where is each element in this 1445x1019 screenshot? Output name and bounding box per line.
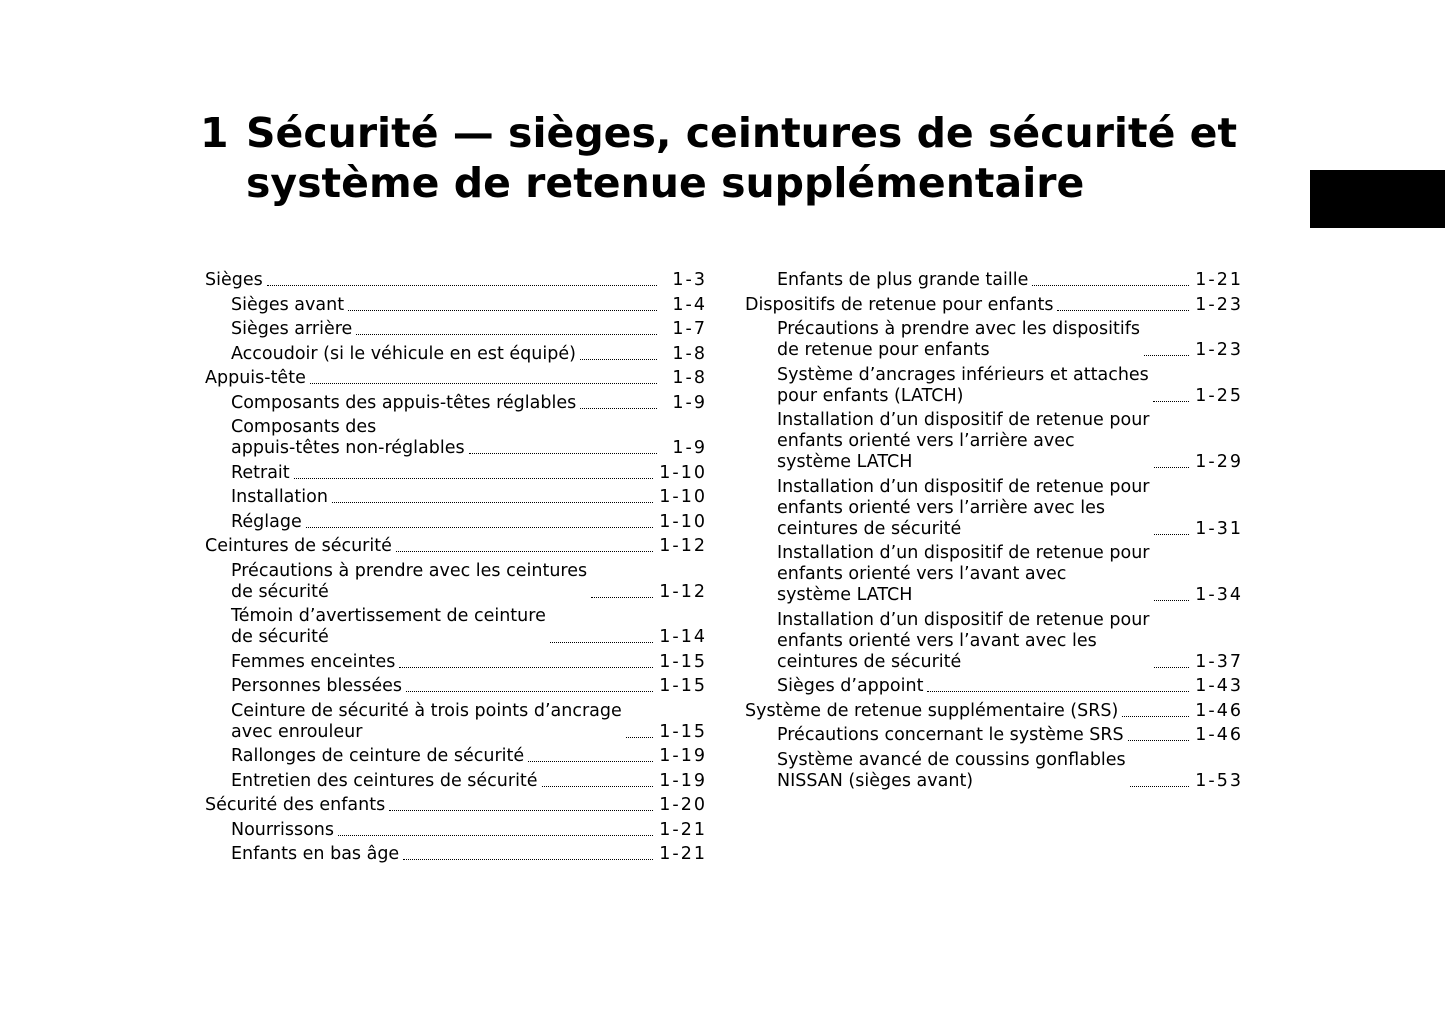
toc-entry-title: Sièges <box>205 270 263 290</box>
toc-entry-page-number: 1-34 <box>1195 585 1243 605</box>
toc-entry-page-number: 1-8 <box>672 368 707 388</box>
toc-entry-page-number: 1-21 <box>659 819 707 840</box>
toc-dot-leader <box>1057 310 1189 311</box>
toc-dot-leader <box>626 737 654 738</box>
toc-dot-leader <box>580 408 657 409</box>
toc-subsection-entry[interactable] <box>205 295 707 316</box>
toc-section-entry[interactable] <box>205 795 707 816</box>
toc-subsection-entry[interactable] <box>205 676 707 697</box>
toc-dot-leader <box>399 667 653 668</box>
toc-dot-leader <box>338 835 653 836</box>
toc-entry-title: Réglage <box>231 511 302 532</box>
toc-subsection-entry[interactable] <box>205 701 707 743</box>
toc-section-entry[interactable] <box>745 295 1243 316</box>
toc-entry-title: Nourrissons <box>231 819 334 840</box>
toc-entry-page-number: 1-23 <box>1195 340 1243 360</box>
toc-entry-title: Installation d’un dispositif de retenue pour enfants orienté vers l’avant avec système LATCH <box>777 543 1150 605</box>
toc-dot-leader <box>1154 467 1190 468</box>
toc-entry-title: Installation d’un dispositif de retenue pour enfants orienté vers l’avant avec les ceintures de sécurité <box>777 609 1150 672</box>
toc-subsection-entry[interactable] <box>745 410 1243 473</box>
toc-section-entry[interactable] <box>205 368 707 389</box>
toc-entry-page-number: 1-25 <box>1195 385 1243 406</box>
toc-subsection-entry[interactable] <box>205 652 707 673</box>
toc-entry-page-number: 1-8 <box>672 343 707 364</box>
toc-left-column <box>205 270 707 869</box>
toc-dot-leader <box>542 786 654 787</box>
toc-entry-page-number: 1-12 <box>659 581 707 602</box>
toc-entry-title: Précautions concernant le système SRS <box>777 725 1124 745</box>
toc-subsection-entry[interactable] <box>745 725 1243 746</box>
toc-entry-title: Retrait <box>231 462 290 483</box>
toc-right-column <box>745 270 1243 795</box>
toc-section-entry[interactable] <box>205 536 707 557</box>
toc-entry-page-number: 1-21 <box>1195 270 1243 290</box>
toc-section-entry[interactable] <box>745 701 1243 722</box>
toc-entry-page-number: 1-20 <box>659 795 707 815</box>
toc-dot-leader <box>332 502 653 503</box>
toc-entry-title: Système d’ancrages inférieurs et attaches pour enfants (LATCH) <box>777 364 1149 406</box>
toc-section-entry[interactable] <box>205 270 707 291</box>
toc-entry-page-number: 1-46 <box>1195 725 1243 745</box>
toc-entry-page-number: 1-10 <box>659 511 707 532</box>
toc-entry-title: Ceintures de sécurité <box>205 536 392 556</box>
toc-entry-page-number: 1-37 <box>1195 651 1243 672</box>
toc-entry-title: Système de retenue supplémentaire (SRS) <box>745 700 1119 721</box>
toc-entry-title: Composants des appuis-têtes non-réglables <box>231 417 465 458</box>
chapter-number: 1 <box>200 109 229 157</box>
toc-dot-leader <box>1154 667 1190 668</box>
toc-entry-page-number: 1-7 <box>672 319 707 339</box>
toc-subsection-entry[interactable] <box>205 606 707 648</box>
toc-dot-leader <box>310 383 657 384</box>
toc-entry-page-number: 1-46 <box>1195 700 1243 721</box>
toc-entry-title: Ceinture de sécurité à trois points d’ancrage avec enrouleur <box>231 700 622 742</box>
toc-subsection-entry[interactable] <box>745 676 1243 697</box>
chapter-tab-marker <box>1310 170 1445 228</box>
toc-entry-title: Précautions à prendre avec les ceintures de sécurité <box>231 560 588 602</box>
toc-entry-title: Installation d’un dispositif de retenue pour enfants orienté vers l’arrière avec système LATCH <box>777 410 1150 472</box>
toc-subsection-entry[interactable] <box>205 344 707 365</box>
toc-subsection-entry[interactable] <box>745 610 1243 673</box>
toc-entry-page-number: 1-14 <box>659 627 707 647</box>
toc-entry-title: Dispositifs de retenue pour enfants <box>745 294 1054 315</box>
toc-entry-page-number: 1-29 <box>1195 452 1243 472</box>
toc-dot-leader <box>356 334 657 335</box>
toc-dot-leader <box>1130 786 1190 787</box>
toc-dot-leader <box>396 551 653 552</box>
toc-subsection-entry[interactable] <box>205 771 707 792</box>
toc-entry-page-number: 1-23 <box>1195 294 1243 315</box>
toc-entry-page-number: 1-4 <box>672 294 707 315</box>
toc-entry-title: Installation d’un dispositif de retenue pour enfants orienté vers l’arrière avec les ceintures de sécurité <box>777 476 1150 539</box>
toc-entry-page-number: 1-15 <box>659 721 707 742</box>
toc-dot-leader <box>406 691 653 692</box>
toc-dot-leader <box>580 359 657 360</box>
toc-entry-page-number: 1-31 <box>1195 518 1243 539</box>
toc-entry-title: Témoin d’avertissement de ceinture de sécurité <box>231 606 546 647</box>
toc-entry-title: Femmes enceintes <box>231 651 396 672</box>
toc-subsection-entry[interactable] <box>745 319 1243 361</box>
toc-entry-title: Sécurité des enfants <box>205 795 386 815</box>
toc-subsection-entry[interactable] <box>205 820 707 841</box>
toc-entry-page-number: 1-21 <box>659 844 707 864</box>
toc-dot-leader <box>348 310 657 311</box>
toc-entry-title: Personnes blessées <box>231 676 402 696</box>
toc-subsection-entry[interactable] <box>205 487 707 508</box>
toc-entry-page-number: 1-19 <box>659 746 707 766</box>
toc-entry-page-number: 1-12 <box>659 536 707 556</box>
toc-entry-page-number: 1-10 <box>659 462 707 483</box>
toc-entry-page-number: 1-43 <box>1195 676 1243 696</box>
toc-entry-title: Rallonges de ceinture de sécurité <box>231 746 525 766</box>
toc-subsection-entry[interactable] <box>745 750 1243 792</box>
toc-entry-page-number: 1-9 <box>672 392 707 413</box>
toc-dot-leader <box>528 761 653 762</box>
toc-entry-title: Sièges d’appoint <box>777 676 924 696</box>
toc-entry-title: Sièges avant <box>231 294 345 315</box>
toc-subsection-entry[interactable] <box>205 561 707 603</box>
toc-dot-leader <box>1154 600 1190 601</box>
toc-subsection-entry[interactable] <box>745 365 1243 407</box>
toc-subsection-entry[interactable] <box>745 543 1243 606</box>
toc-subsection-entry[interactable] <box>205 512 707 533</box>
toc-dot-leader <box>1153 401 1189 402</box>
toc-subsection-entry[interactable] <box>205 844 707 865</box>
toc-dot-leader <box>1032 285 1189 286</box>
toc-subsection-entry[interactable] <box>205 463 707 484</box>
toc-dot-leader <box>591 597 653 598</box>
toc-subsection-entry[interactable] <box>745 477 1243 540</box>
toc-dot-leader <box>267 285 657 286</box>
toc-subsection-entry[interactable] <box>745 270 1243 291</box>
chapter-title: Sécurité — sièges, ceintures de sécurité et système de retenue supplémentaire <box>246 109 1238 207</box>
toc-dot-leader <box>1128 740 1190 741</box>
toc-entry-title: Système avancé de coussins gonflables NISSAN (sièges avant) <box>777 749 1126 791</box>
toc-dot-leader <box>1154 534 1190 535</box>
toc-entry-title: Enfants de plus grande taille <box>777 270 1029 290</box>
toc-dot-leader <box>469 453 657 454</box>
toc-dot-leader <box>550 642 653 643</box>
toc-subsection-entry[interactable] <box>205 319 707 340</box>
toc-entry-page-number: 1-10 <box>659 487 707 507</box>
toc-dot-leader <box>927 691 1189 692</box>
toc-entry-title: Entretien des ceintures de sécurité <box>231 770 538 791</box>
toc-entry-page-number: 1-15 <box>659 651 707 672</box>
toc-entry-title: Enfants en bas âge <box>231 844 400 864</box>
toc-entry-title: Composants des appuis-têtes réglables <box>231 392 577 413</box>
toc-entry-title: Accoudoir (si le véhicule en est équipé) <box>231 343 576 364</box>
toc-entry-page-number: 1-9 <box>672 438 707 458</box>
toc-dot-leader <box>294 478 654 479</box>
toc-entry-page-number: 1-15 <box>659 676 707 696</box>
toc-dot-leader <box>1144 355 1189 356</box>
toc-dot-leader <box>306 527 654 528</box>
toc-entry-title: Précautions à prendre avec les dispositifs de retenue pour enfants <box>777 319 1140 360</box>
toc-entry-page-number: 1-3 <box>672 270 707 290</box>
toc-dot-leader <box>389 810 653 811</box>
toc-subsection-entry[interactable] <box>205 393 707 414</box>
toc-entry-title: Appuis-tête <box>205 368 306 388</box>
toc-entry-title: Sièges arrière <box>231 319 353 339</box>
toc-entry-title: Installation <box>231 487 328 507</box>
toc-dot-leader <box>403 859 653 860</box>
toc-dot-leader <box>1122 716 1189 717</box>
toc-subsection-entry[interactable] <box>205 746 707 767</box>
toc-subsection-entry[interactable] <box>205 417 707 459</box>
toc-entry-page-number: 1-19 <box>659 770 707 791</box>
toc-entry-page-number: 1-53 <box>1195 770 1243 791</box>
